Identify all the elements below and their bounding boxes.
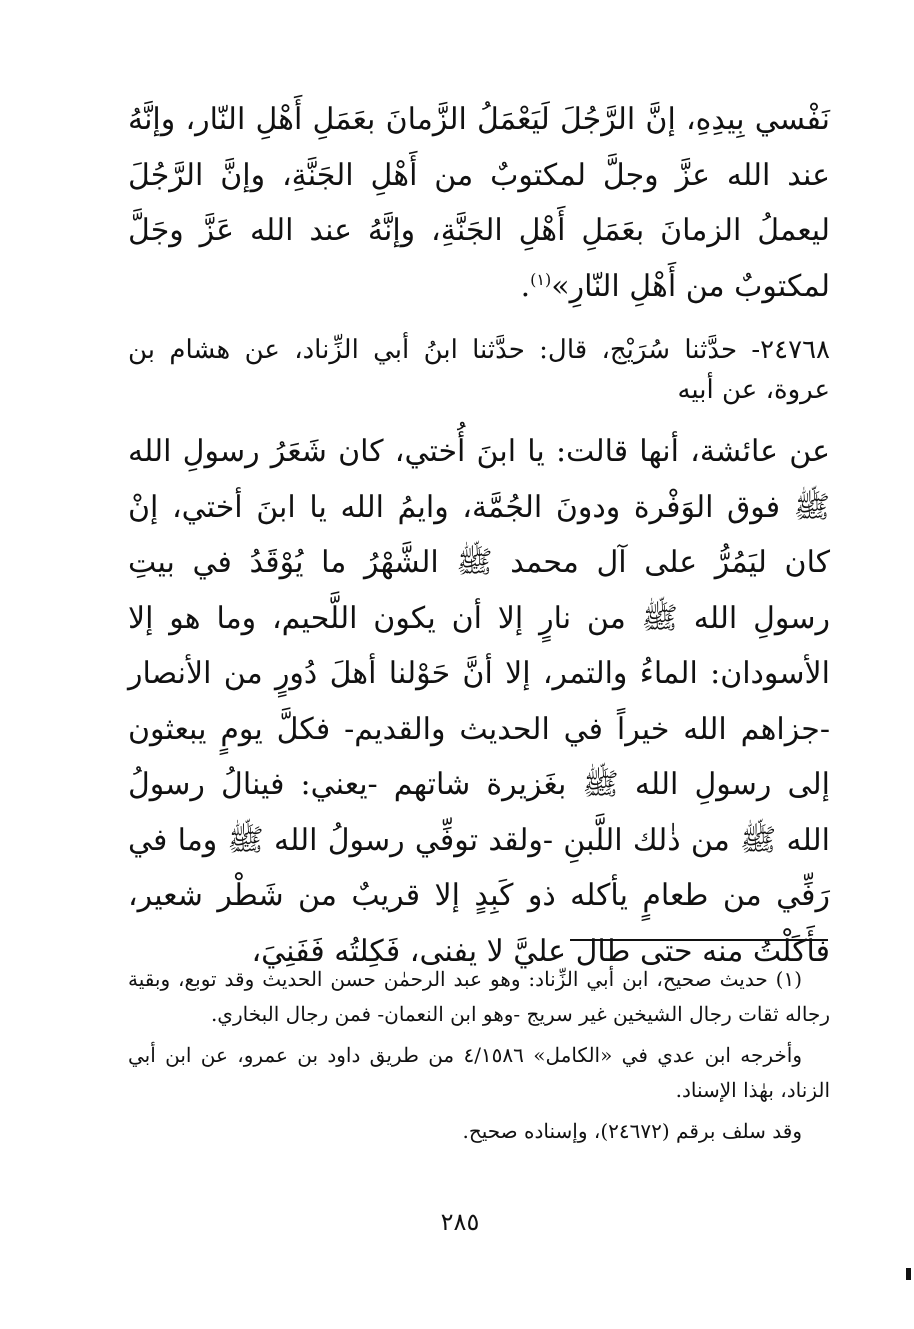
hadith-text: عن عائشة، أنها قالت: يا ابنَ أُختي، كان شَعَرُ رسولِ الله ﷺ فوق الوَفْرة ودونَ الجُمَّة، وايمُ الله يا ابنَ أختي، إنْ كان ليَمُرُّ على آل محمد ﷺ الشَّهْرُ ما يُوْقَدُ في بيتِ رسولِ الله ﷺ من نارٍ إلا أن يكون اللَّحيم، وما هو إلا الأسودان: الماءُ والتمر، إلا أنَّ حَوْلنا أهلَ دُورٍ من الأنصار -جزاهم الله خيراً في الحديث والقديم- فكلَّ يومٍ يبعثون إلى رسولِ الله ﷺ بغَزيرة شاتهم -يعني: فينالُ رسولُ الله ﷺ من ذٰلك اللَّبنِ -ولقد توفِّي رسولُ الله ﷺ وما في رَفِّي من طعامٍ يأكله ذو كَبِدٍ إلا قريبٌ من شَطْر شعير، فأَكَلْتُ منه حتى طال عليَّ لا يفنى، فَكِلتُه فَفَنِيَ،: [128, 434, 830, 969]
hadith-text-continuation: [128, 92, 830, 314]
hadith-text-continuation-body: نَفْسي بِيدِهِ، إنَّ الرَّجُلَ لَيَعْمَلُ الزَّمانَ بعَمَلِ أَهْلِ النّار، وإنَّهُ عند الله عزَّ وجلَّ لمكتوبٌ من أَهْلِ الجَنَّةِ، وإنَّ الرَّجُلَ ليعملُ الزمانَ بعَمَلِ أَهْلِ الجَنَّةِ، وإنَّهُ عند الله عَزَّ وجَلَّ لمكتوبٌ من أَهْلِ النّارِ»: [128, 102, 830, 304]
hadith-text-continuation-end: .: [520, 268, 531, 304]
footnote-2: وأخرجه ابن عدي في «الكامل» ٤/١٥٨٦ من طريق داود بن عمرو، عن ابن أبي الزناد، بهٰذا الإسناد.: [128, 1043, 830, 1102]
footnote-1: (١) حديث صحيح، ابن أبي الزِّناد: وهو عبد الرحمٰن حسن الحديث وقد توبع، وبقية رجاله ثقات رجال الشيخين غير سريج -وهو ابن النعمان- فمن رجال البخاري.: [128, 967, 830, 1026]
footnote-reference[interactable]: (١): [530, 269, 552, 289]
page-body: [128, 92, 830, 979]
page-number: ٢٨٥: [440, 1208, 480, 1236]
footnote-separator: [570, 939, 828, 941]
footnotes: [128, 962, 830, 1149]
footnote-3: وقد سلف برقم (٢٤٦٧٢)، وإسناده صحيح.: [462, 1119, 802, 1143]
hadith-isnad-heading: ٢٤٧٦٨- حدَّثنا سُرَيْج، قال: حدَّثنا ابنُ أبي الزِّناد، عن هشام بن عروة، عن أبيه: [128, 335, 830, 405]
scan-edge-mark: [906, 1268, 911, 1280]
